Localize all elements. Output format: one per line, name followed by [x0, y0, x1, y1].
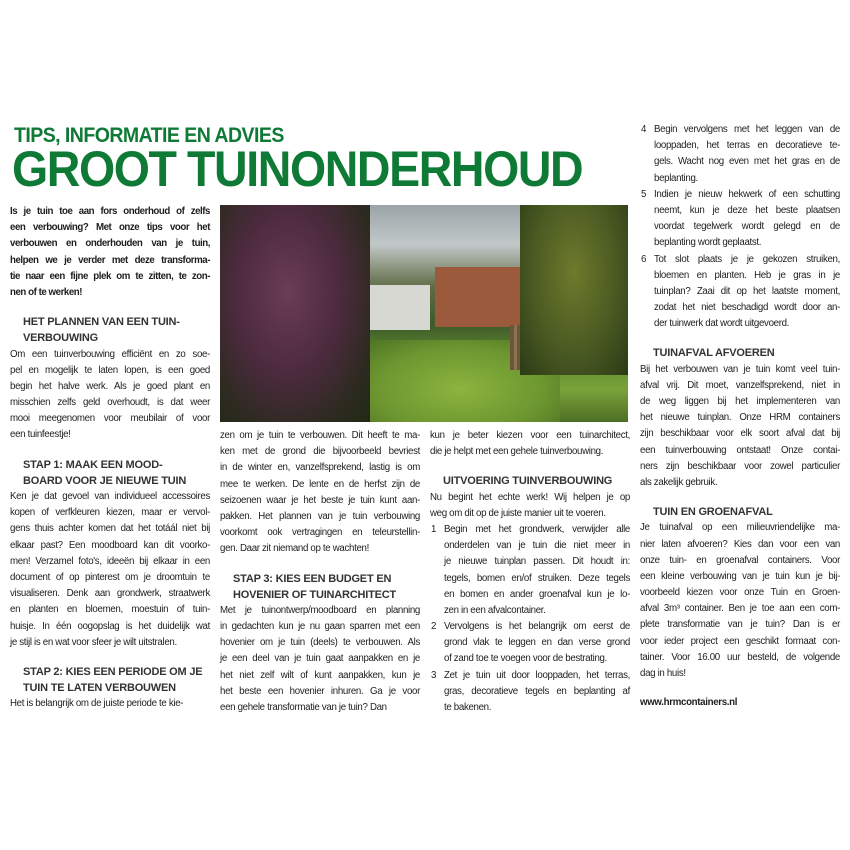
text-line: der tuinwerk dat wordt uitgevoerd.: [654, 318, 790, 330]
text-line: je stijl is en wat voor sfeer je wilt uitstralen.: [10, 636, 177, 648]
text-line: kun je beter kiezen voor een tuinarchitect,: [430, 430, 630, 441]
text-line: bloemen en planten. Heb je gras in je: [654, 269, 840, 281]
text-line: Indien je nieuw hekwerk of een schutting: [654, 188, 840, 200]
text-line: mee te werken. De lente en de herfst zijn de: [220, 478, 420, 490]
text-line: Bij het verbouwen van je tuin komt veel tuin-: [640, 363, 840, 375]
text-line: tegels, bomen en/of struiken. Deze tegels: [444, 572, 630, 584]
list-number: 1: [431, 523, 437, 535]
paragraph: [640, 520, 840, 682]
text-line: tainer. Voor 16.00 uur besteld, de volgende: [640, 651, 840, 663]
page-title: GROOT TUINONDERHOUD: [12, 141, 583, 197]
list-item: [640, 252, 840, 333]
section-heading: [640, 345, 840, 361]
text-line: voordat tegelwerk wordt gelegd en de: [654, 221, 840, 233]
text-line: die je helpt met een gehele tuinverbouwing.: [430, 446, 604, 458]
text-line: beplanting.: [654, 172, 698, 184]
text-line: het nieuwe tuinplan. Onze HRM containers: [640, 412, 840, 424]
text-line: gens thuis achter komen dat het totáál niet bij: [10, 523, 210, 535]
text-line: men! Verzamel foto's, ideeën bij elkaar in een: [10, 555, 210, 567]
text-line: de weg liggen bij het implementeren van: [640, 396, 840, 407]
text-line: zodat het niet beschadigd wordt door an-: [654, 302, 840, 314]
paragraph: [220, 603, 420, 716]
text-line: TUIN TE LATEN VERBOUWEN: [23, 682, 176, 695]
text-line: Nu begint het echte werk! Wij helpen je op: [430, 491, 630, 503]
list-number: 3: [431, 669, 437, 681]
list-number: 2: [431, 621, 437, 633]
text-line: afval 3m³ container. Ben je toe aan een com-: [640, 603, 840, 615]
list-item: [640, 122, 840, 187]
text-line: nier laten afvoeren? Kies dan voor een van: [640, 538, 840, 550]
paragraph: [430, 490, 630, 522]
text-line: plete transformatie van je tuin? Dan is er: [640, 619, 840, 631]
text-line: huisje. In één oogopslag is het duidelijk wat: [10, 620, 210, 632]
text-line: zen in een afvalcontainer.: [444, 604, 546, 616]
text-line: onze tuin- en groenafval containers. Voor: [640, 554, 840, 566]
text-line: Vervolgens is het belangrijk om eerst de: [444, 621, 630, 633]
text-line: HOVENIER OF TUINARCHITECT: [233, 588, 397, 601]
column-1: [10, 204, 210, 712]
list-item: [430, 522, 630, 619]
list-item: [640, 187, 840, 252]
text-line: een verbouwing? Met onze tips voor het: [10, 222, 210, 234]
column-4: [640, 122, 840, 711]
paragraph: [430, 428, 630, 460]
text-line: pakken. Het plannen van je tuin verbouwing: [220, 510, 420, 522]
section-heading: [430, 473, 630, 489]
text-line: of zand toe te voegen voor de bestrating.: [444, 653, 607, 665]
text-line: Is je tuin toe aan fors onderhoud of zelfs: [10, 206, 210, 217]
text-line: een kleine verbouwing van je tuin kun je bij-: [640, 570, 840, 582]
purple-shrub: [220, 205, 370, 422]
text-line: in de winter en, vanzelfsprekend, lastig is om: [220, 462, 420, 474]
list-number: 4: [641, 124, 647, 135]
text-line: UITVOERING TUINVERBOUWING: [443, 475, 613, 488]
text-line: onderdelen van je tuin die niet meer in: [444, 540, 630, 552]
text-line: STAP 1: MAAK EEN MOOD-: [23, 458, 163, 471]
paragraph: [10, 489, 210, 651]
list-item: [430, 619, 630, 668]
text-line: als zakelijk gebruik.: [640, 476, 718, 488]
text-line: Ken je dat gevoel van individueel accessoires: [10, 491, 210, 502]
text-line: een gehele transformatie van je tuin? Dan: [220, 702, 387, 713]
section-heading: [640, 504, 840, 520]
kicker-heading: TIPS, INFORMATIE EN ADVIES: [14, 124, 284, 147]
text-line: STAP 2: KIES EEN PERIODE OM JE: [23, 665, 203, 678]
text-line: beplanting wordt geplaatst.: [654, 237, 762, 249]
list-item: [430, 668, 630, 717]
text-line: te bakenen.: [444, 702, 492, 713]
text-line: Met je tuinontwerp/moodboard en planning: [220, 604, 420, 616]
text-line: een tuinfeestje!: [10, 429, 71, 441]
section-heading: [10, 314, 210, 346]
text-line: voor ieder project een geschikt formaat con-: [640, 635, 840, 647]
text-line: gras, decoratieve tegels en beplanting af: [444, 685, 630, 697]
text-line: Je tuinafval op een milieuvriendelijke ma-: [640, 522, 840, 534]
text-line: Het is belangrijk om de juiste periode te kie-: [10, 698, 184, 710]
text-line: weg om dit op de juiste manier uit te voeren.: [430, 507, 606, 519]
text-line: mooi meegenomen voor meubilair of voor: [10, 413, 210, 425]
text-line: een tuinverbouwing ontstaat! Onze contai-: [640, 444, 840, 456]
text-line: pel en mogelijk te laten lopen, is een goed: [10, 364, 210, 376]
text-line: voorbeeld kiezen voor onze Tuin en Groen-: [640, 587, 840, 599]
text-line: Zet je tuin uit door looppaden, het terras,: [444, 669, 630, 681]
text-line: BOARD VOOR JE NIEUWE TUIN: [23, 474, 187, 487]
house: [435, 267, 520, 327]
text-line[interactable]: www.hrmcontainers.nl: [640, 697, 738, 709]
text-line: zen om je tuin te verbouwen. Dit heeft te ma-: [220, 430, 420, 441]
section-heading: [10, 664, 210, 696]
section-heading: [220, 571, 420, 603]
text-line: grond vlak te leggen en dan verse grond: [444, 637, 630, 649]
text-line: kopen of verfkleuren kiezen, maar er vervol-: [10, 507, 210, 519]
text-line: hovenier om je tuin (deels) te verbouwen. Als: [220, 637, 420, 649]
text-line: ken met de grond die bijvoorbeeld bevriest: [220, 446, 420, 458]
text-line: Begin met het grondwerk, verwijder alle: [444, 523, 630, 535]
text-line: Om een tuinverbouwing efficiënt en zo soe-: [10, 348, 210, 360]
list-number: 6: [641, 253, 647, 265]
list-number: 5: [641, 188, 647, 200]
text-line: je nieuwe tuinplan passen. Dit houdt in:: [444, 556, 630, 568]
text-line: en planten en bloemen, moestuin of tuin-: [10, 604, 210, 616]
text-line: zijn beschikbaar voor elk soort afval dat bij: [640, 428, 840, 440]
intro-paragraph: [10, 204, 210, 301]
text-line: seizoenen waar je het beste je tuin kunt aan-: [220, 494, 420, 506]
text-line: TUIN EN GROENAFVAL: [653, 506, 773, 519]
text-line: begin het halve werk. Als je goed plant en: [10, 380, 210, 392]
text-line: tie naar een fijne plek om te zitten, te zon-: [10, 270, 210, 282]
text-line: in gedachten kun je nu gaan sparren met een: [220, 621, 420, 633]
column-2: [220, 428, 420, 716]
shed: [370, 285, 430, 330]
text-line: afval vrij. Dit moet, vanzelfsprekend, niet in: [640, 379, 840, 391]
text-line: Tot slot plaats je je gekozen struiken,: [654, 253, 840, 265]
text-line: HET PLANNEN VAN EEN TUIN-: [23, 316, 180, 329]
text-line: document of op pinterest om je droomtuin te: [10, 571, 210, 583]
text-line: het beste een hovenier inhuren. Ga je voor: [220, 685, 420, 697]
text-line: ners zijn beschikbaar voor zowel particulier: [640, 460, 840, 472]
text-line: VERBOUWING: [23, 332, 99, 345]
text-line: STAP 3: KIES EEN BUDGET EN: [233, 572, 392, 585]
text-line: elkaar past? Een moodboard kan dit voorko-: [10, 539, 210, 551]
website-link[interactable]: [640, 695, 840, 711]
paragraph: [10, 696, 210, 712]
text-line: helpen we je verder met deze transforma-: [10, 254, 210, 266]
text-line: gels. Wacht nog even met het gras en de: [654, 156, 840, 168]
text-line: en bomen en ander groenafval kun je lo-: [444, 588, 630, 600]
text-line: je een deel van je tuin gaat aanpakken en je: [220, 653, 420, 665]
text-line: voorkomt ook vertragingen en teleurstellin-: [220, 527, 420, 539]
text-line: misschien zelfs geld overhoudt, is dat weer: [10, 397, 210, 409]
tree: [520, 205, 628, 375]
text-line: looppaden, het terras en decoratieve te-: [654, 140, 840, 152]
text-line: nen of te werken!: [10, 286, 83, 298]
text-line: gen. Daar zit niemand op te wachten!: [220, 543, 369, 555]
paragraph: [220, 428, 420, 558]
text-line: TUINAFVAL AFVOEREN: [653, 347, 775, 360]
column-3: [430, 428, 630, 716]
text-line: dag in huis!: [640, 668, 686, 679]
text-line: het niet zelf wilt of kunt aanpakken, kun je: [220, 669, 420, 681]
section-heading: [10, 457, 210, 489]
text-line: neemt, kun je deze het beste plaatsen: [654, 204, 840, 216]
paragraph: [640, 362, 840, 492]
text-line: visualiseren. Denk aan grondwerk, straatwerk: [10, 588, 210, 600]
paragraph: [10, 347, 210, 444]
garden-photo: [220, 205, 628, 422]
text-line: verbouwen en onderhouden van je tuin,: [10, 238, 210, 250]
text-line: Begin vervolgens met het leggen van de: [654, 124, 840, 135]
text-line: tuinplan? Zaai dit op het laatste moment,: [654, 285, 840, 297]
